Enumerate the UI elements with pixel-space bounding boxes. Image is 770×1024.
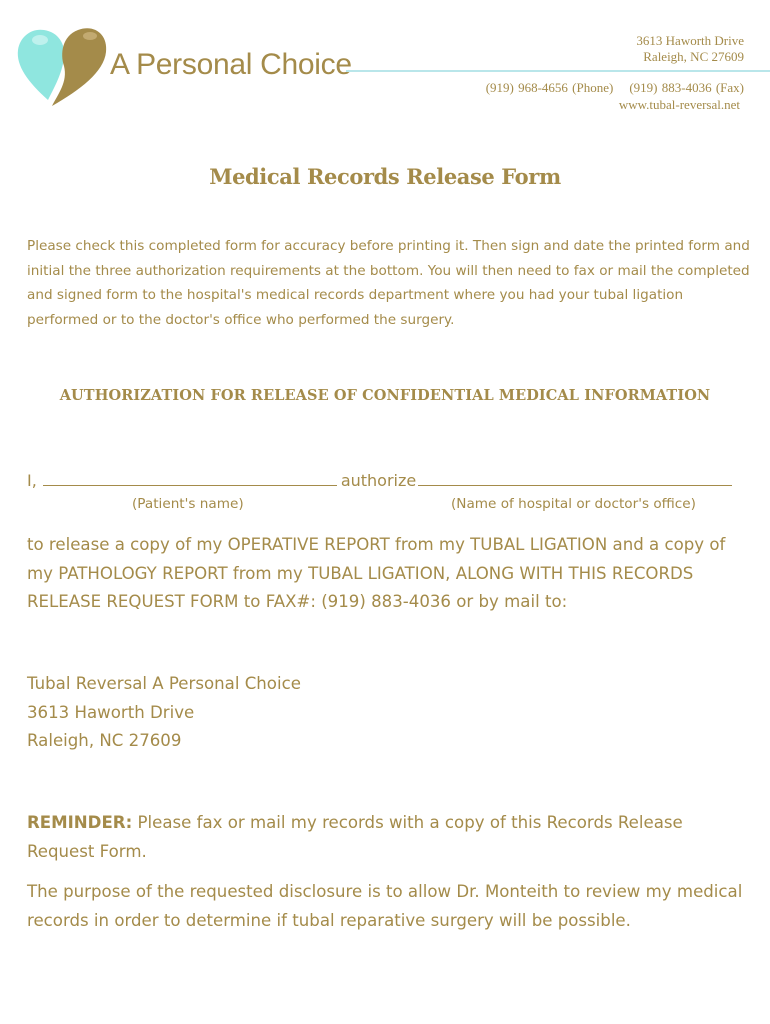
reminder-paragraph	[27, 809, 747, 866]
mail-address-line: 3613 Haworth Drive	[27, 702, 195, 722]
authorization-line	[27, 467, 747, 490]
phone-number: (919) 968-4656 (Phone)	[485, 80, 614, 95]
mail-address-line: Raleigh, NC 27609	[27, 731, 182, 751]
mail-address-block	[27, 670, 301, 756]
contact-numbers	[486, 80, 744, 96]
intro-paragraph: Please check this completed form for accuracy before printing it. Then sign and date the printed form and initial the three authorization requirements at the bottom. You will then need to fax or mail the completed and signed form to the hospital's medical records department where you had your tubal ligation performed or to the doctor's office who performed the surgery.	[27, 238, 750, 328]
heart-logo-icon	[14, 22, 110, 110]
authorization-heading: AUTHORIZATION FOR RELEASE OF CONFIDENTIAL MEDICAL INFORMATION	[59, 387, 711, 404]
purpose-paragraph: The purpose of the requested disclosure is to allow Dr. Monteith to review my medical records in order to determine if tubal reparative surgery will be possible.	[27, 882, 743, 930]
sig-prefix: I,	[27, 471, 37, 490]
website-link[interactable]: www.tubal-reversal.net	[618, 97, 740, 112]
brand-name: A Personal Choice	[110, 48, 352, 81]
patient-name-caption: (Patient's name)	[132, 496, 244, 512]
mail-address-line: Tubal Reversal A Personal Choice	[27, 674, 301, 693]
sig-middle: authorize	[340, 471, 417, 490]
hospital-name-caption: (Name of hospital or doctor's office)	[451, 496, 696, 512]
address-city: Raleigh, NC 27609	[643, 49, 744, 64]
page-title: Medical Records Release Form	[209, 164, 561, 189]
reminder-text: Please fax or mail my records with a copy of this Records Release Request Form.	[27, 813, 683, 861]
address-street: 3613 Haworth Drive	[636, 33, 744, 48]
reminder-label: REMINDER:	[27, 813, 133, 832]
fax-number: (919) 883-4036 (Fax)	[629, 80, 744, 95]
patient-name-field[interactable]	[43, 467, 337, 486]
header-divider	[346, 70, 770, 72]
hospital-name-field[interactable]	[418, 467, 732, 486]
release-paragraph: to release a copy of my OPERATIVE REPORT from my TUBAL LIGATION and a copy of my PATHOLOGY REPORT from my TUBAL LIGATION, ALONG WITH THIS RECORDS RELEASE REQUEST FORM to FAX#: (919) 883-4036 or by mail to:	[27, 535, 726, 612]
